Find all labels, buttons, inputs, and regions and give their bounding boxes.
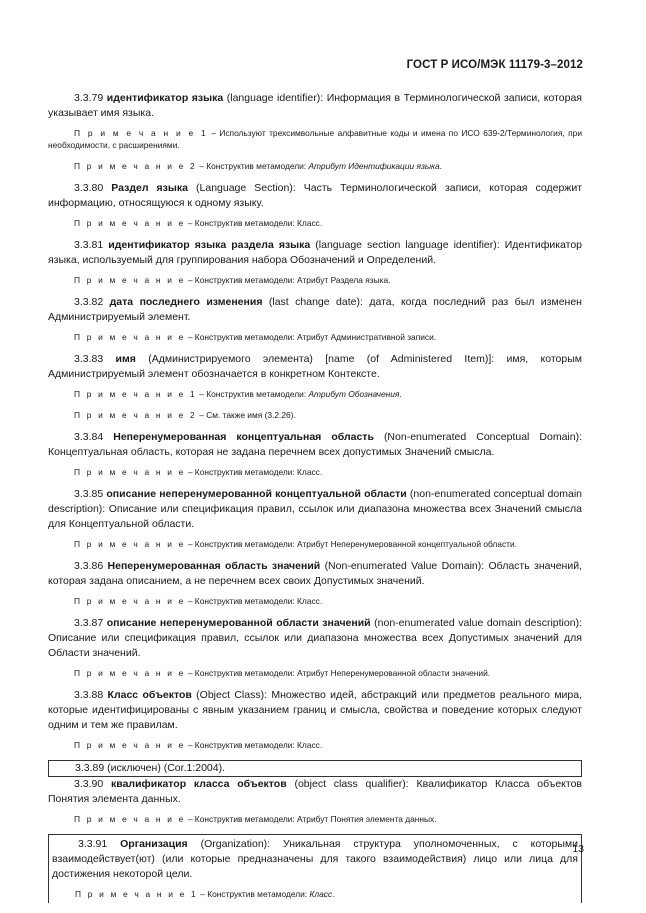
note-text: – Конструктив метамодели: Атрибут Раздела языка. [185,275,391,285]
note-label: П р и м е ч а н и е 1 [74,389,197,399]
entry-number: 3.3.87 [74,617,104,629]
definition-entry [49,837,581,882]
definition-entry [48,295,582,325]
note-tail: . [439,161,442,171]
entry-definition: (Non-enumerated Conceptual Domain): Концептуальная область, которая не задана перечнем всех допустимых Значений смысла. [48,431,582,458]
entry-term: квалификатор класса объектов [111,778,287,790]
standard-header: ГОСТ Р ИСО/МЭК 11179-3–2012 [406,59,583,71]
note [48,217,582,229]
entry-number: 3.3.79 [74,92,104,104]
definition-entry [48,616,582,661]
entry-term: Класс объектов [107,689,192,701]
note-text: – Конструктив метамодели: Класс. [185,218,323,228]
page-number: 13 [572,843,584,855]
definition-entry [48,430,582,460]
definition-entry [48,487,582,532]
note-italic: Атрибут Идентификации языка [308,161,440,171]
entry-definition: (Language Section): Часть Терминологической записи, которая содержит информацию, относящуюся к одному языку. [48,182,583,209]
note-label: П р и м е ч а н и е [74,814,186,824]
entry-number: 3.3.83 [74,353,104,365]
entry-number: 3.3.84 [74,431,104,443]
note-label: П р и м е ч а н и е [74,275,186,285]
entry-definition: (object class qualifier): Квалификатор Класса объектов Понятия элемента данных. [48,778,582,805]
note-label: П р и м е ч а н и е [74,467,186,477]
entry-number: 3.3.88 [74,689,104,701]
definition-entry [48,559,582,589]
note-tail: . [332,889,335,899]
note-text: – Конструктив метамодели: [196,161,309,171]
definition-entry [48,352,582,382]
note [48,127,582,151]
definition-entry [48,91,582,121]
entry-term: дата последнего изменения [109,296,263,308]
note-label: П р и м е ч а н и е 1 [74,128,208,138]
entry-definition: (last change date): дата, когда последний раз был изменен Администрируемый элемент. [48,296,582,323]
entry-definition: (Object Class): Множество идей, абстракций или предметов реального мира, которые идентифицированы с явным указанием границ и смысла, свойства и поведение которых следуют одним и тем же правилам. [48,689,582,731]
definition-entry [48,181,582,211]
entry-definition: (Non-enumerated Value Domain): Область значений, которая задана описанием, а не перечнем всех своих Допустимых значений. [48,560,582,587]
entry-definition: (non-enumerated value domain description): Описание или спецификация правил, ссылок или диапазона множества всех Допустимых значений для Области значений. [48,617,582,659]
note-text: – Конструктив метамодели: Атрибут Административной записи. [185,332,437,342]
note-label: П р и м е ч а н и е [74,539,186,549]
note-text: – Конструктив метамодели: Атрибут Неперенумерованной области значений. [185,668,491,678]
entry-number: 3.3.80 [74,182,104,194]
note-text: – Конструктив метамодели: Класс. [185,596,323,606]
entry-number: 3.3.90 [74,778,104,790]
note-text: – Конструктив метамодели: Класс. [185,467,323,477]
excluded-entry-box [48,760,582,777]
definition-entry [48,238,582,268]
note [48,538,582,550]
entry-term: Неперенумерованная область значений [107,560,321,572]
entry-definition: (language section language identifier): Идентификатор языка, используемый для группирования набора Обозначений и Определений. [48,239,583,266]
note-italic: Класс [309,889,333,899]
entry-definition: (language identifier): Информация в Терминологической записи, которая указывает имя языка. [48,92,582,119]
entry-number: 3.3.82 [74,296,104,308]
note-label: П р и м е ч а н и е [74,218,186,228]
entry-term: идентификатор языка раздела языка [108,239,311,251]
entry-term: Организация [120,838,188,850]
entry-number: 3.3.86 [74,560,104,572]
entry-definition: (Администрируемого элемента) [name (of Administered Item)]: имя, которым Администрируемый элемент обозначается в конкретном Контексте. [48,353,582,380]
excluded-entry: 3.3.89 (исключен) (Cor.1:2004). [75,762,226,774]
note-text: – Конструктив метамодели: [197,889,310,899]
note [48,160,582,172]
entry-number: 3.3.85 [74,488,104,500]
definition-entry [48,777,582,807]
note-label: П р и м е ч а н и е [74,596,186,606]
entry-number: 3.3.91 [78,838,108,850]
entry-term: Неперенумерованная концептуальная область [113,431,374,443]
page-content [48,91,582,903]
note [48,274,582,286]
note [48,595,582,607]
note [48,466,582,478]
note-text: – Конструктив метамодели: [196,389,309,399]
note-italic: Атрибут Обозначения [308,389,400,399]
note-text: – Конструктив метамодели: Класс. [185,740,323,750]
note-label: П р и м е ч а н и е 1 [75,889,198,899]
note [49,888,581,903]
entry-term: описание неперенумерованной области значений [106,617,371,629]
note [48,331,582,343]
entry-number: 3.3.81 [74,239,104,251]
note [48,739,582,751]
note-label: П р и м е ч а н и е [74,668,186,678]
note-label: П р и м е ч а н и е 2 [74,161,197,171]
note-tail: . [399,389,402,399]
entry-term: имя [115,353,136,365]
entry-definition: (non-enumerated conceptual domain description): Описание или спецификация правил, ссылок или диапазона множества всех Значений смысла для Концептуальной области. [48,488,582,530]
note-label: П р и м е ч а н и е [74,740,186,750]
note-label: П р и м е ч а н и е 2 [74,410,197,420]
entry-term: описание неперенумерованной концептуальной области [106,488,407,500]
note [48,813,582,825]
entry-term: идентификатор языка [106,92,224,104]
note [48,388,582,400]
note-text: – Конструктив метамодели: Атрибут Неперенумерованной концептуальной области. [185,539,517,549]
note-text: – Конструктив метамодели: Атрибут Понятия элемента данных. [185,814,437,824]
organization-entry-box [48,834,582,903]
note-label: П р и м е ч а н и е [74,332,186,342]
entry-definition: (Organization): Уникальная структура уполномоченных, с которыми взаимодействует(ют) (или которые предназначены для такого взаимодействия) лицо или лица для достижения некоторой цели. [52,838,578,880]
definition-entry [48,688,582,733]
entry-term: Раздел языка [111,182,188,194]
note-text: – Используют трехсимвольные алфавитные коды и имена по ИСО 639-2/Терминология, при необходимости, с расширениями. [48,128,582,150]
note [48,667,582,679]
note [48,409,582,421]
note-text: – См. также имя (3.2.26). [196,410,296,420]
